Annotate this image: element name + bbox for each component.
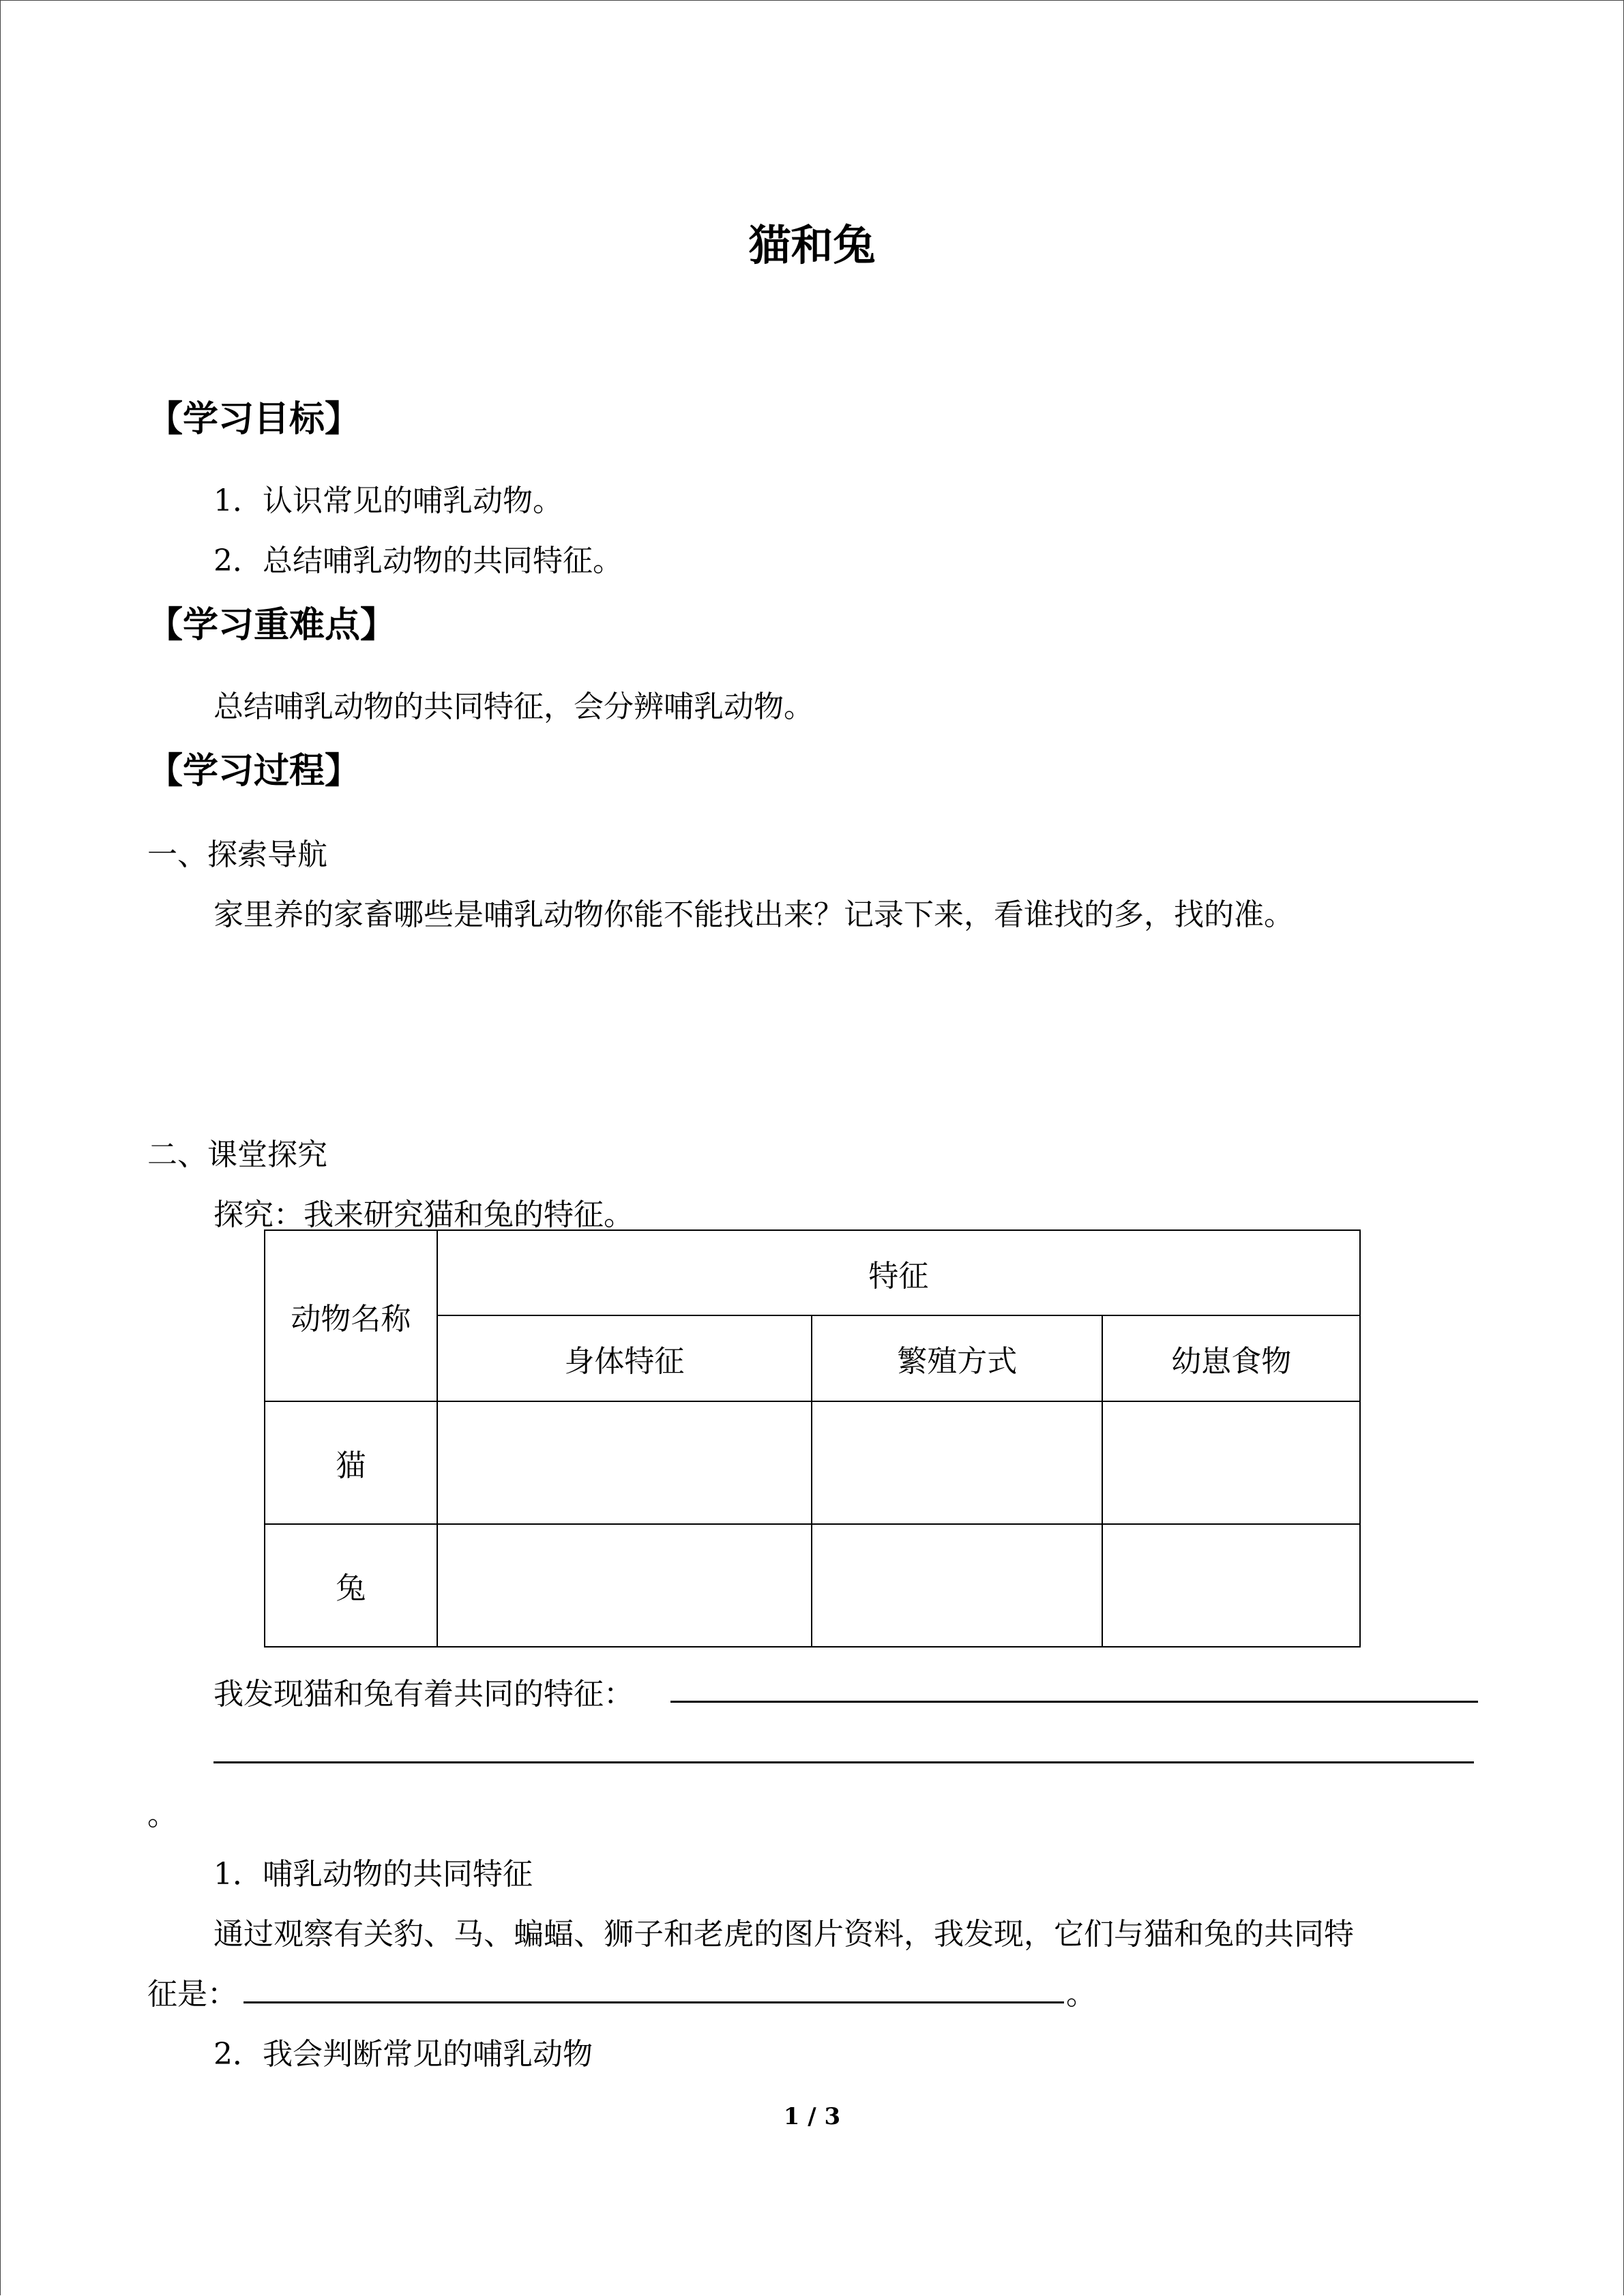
goal-item-1: 1．认识常见的哺乳动物。	[213, 483, 563, 518]
row-label-cat: 猫	[265, 1401, 437, 1524]
header-animal-name: 动物名称	[265, 1230, 437, 1401]
heading-process: 【学习过程】	[147, 750, 361, 792]
header-young-food: 幼崽食物	[1102, 1315, 1360, 1401]
cell-cat-young-food[interactable]	[1102, 1401, 1360, 1524]
cell-rabbit-body[interactable]	[437, 1524, 812, 1647]
goal-item-2: 2．总结哺乳动物的共同特征。	[213, 543, 623, 578]
heading-key-points: 【学习重难点】	[147, 604, 396, 646]
part2-title: 二、课堂探究	[147, 1137, 327, 1172]
header-reproduction: 繁殖方式	[812, 1315, 1102, 1401]
item1-text-a: 通过观察有关豹、马、蝙蝠、狮子和老虎的图片资料，我发现，它们与猫和兔的共同特	[213, 1917, 1354, 1952]
part2-intro: 探究：我来研究猫和兔的特征。	[213, 1197, 634, 1232]
cell-rabbit-reproduction[interactable]	[812, 1524, 1102, 1647]
item1-title: 1．哺乳动物的共同特征	[213, 1857, 533, 1892]
heading-goals: 【学习目标】	[147, 398, 361, 440]
finding-end: 。	[147, 1798, 177, 1832]
cell-cat-reproduction[interactable]	[812, 1401, 1102, 1524]
item2-title: 2．我会判断常见的哺乳动物	[213, 2037, 593, 2072]
page-number: 1 / 3	[783, 2103, 841, 2130]
part1-title: 一、探索导航	[147, 837, 327, 872]
features-table	[264, 1229, 1361, 1648]
header-features: 特征	[437, 1230, 1360, 1315]
cell-cat-body[interactable]	[437, 1401, 812, 1524]
cell-rabbit-young-food[interactable]	[1102, 1524, 1360, 1647]
key-points-text: 总结哺乳动物的共同特征，会分辨哺乳动物。	[213, 689, 814, 724]
item1-text-b: 征是：	[147, 1977, 237, 2012]
item1-end: 。	[1066, 1977, 1096, 2012]
part1-text: 家里养的家畜哪些是哺乳动物你能不能找出来？记录下来，看谁找的多，找的准。	[213, 897, 1294, 932]
finding-blank-1[interactable]	[670, 1701, 1478, 1703]
item1-blank[interactable]	[243, 2001, 1064, 2003]
page-title: 猫和兔	[748, 220, 876, 270]
finding-prompt: 我发现猫和兔有着共同的特征：	[213, 1677, 634, 1712]
finding-blank-2[interactable]	[213, 1761, 1474, 1763]
header-body-features: 身体特征	[437, 1315, 812, 1401]
row-label-rabbit: 兔	[265, 1524, 437, 1647]
